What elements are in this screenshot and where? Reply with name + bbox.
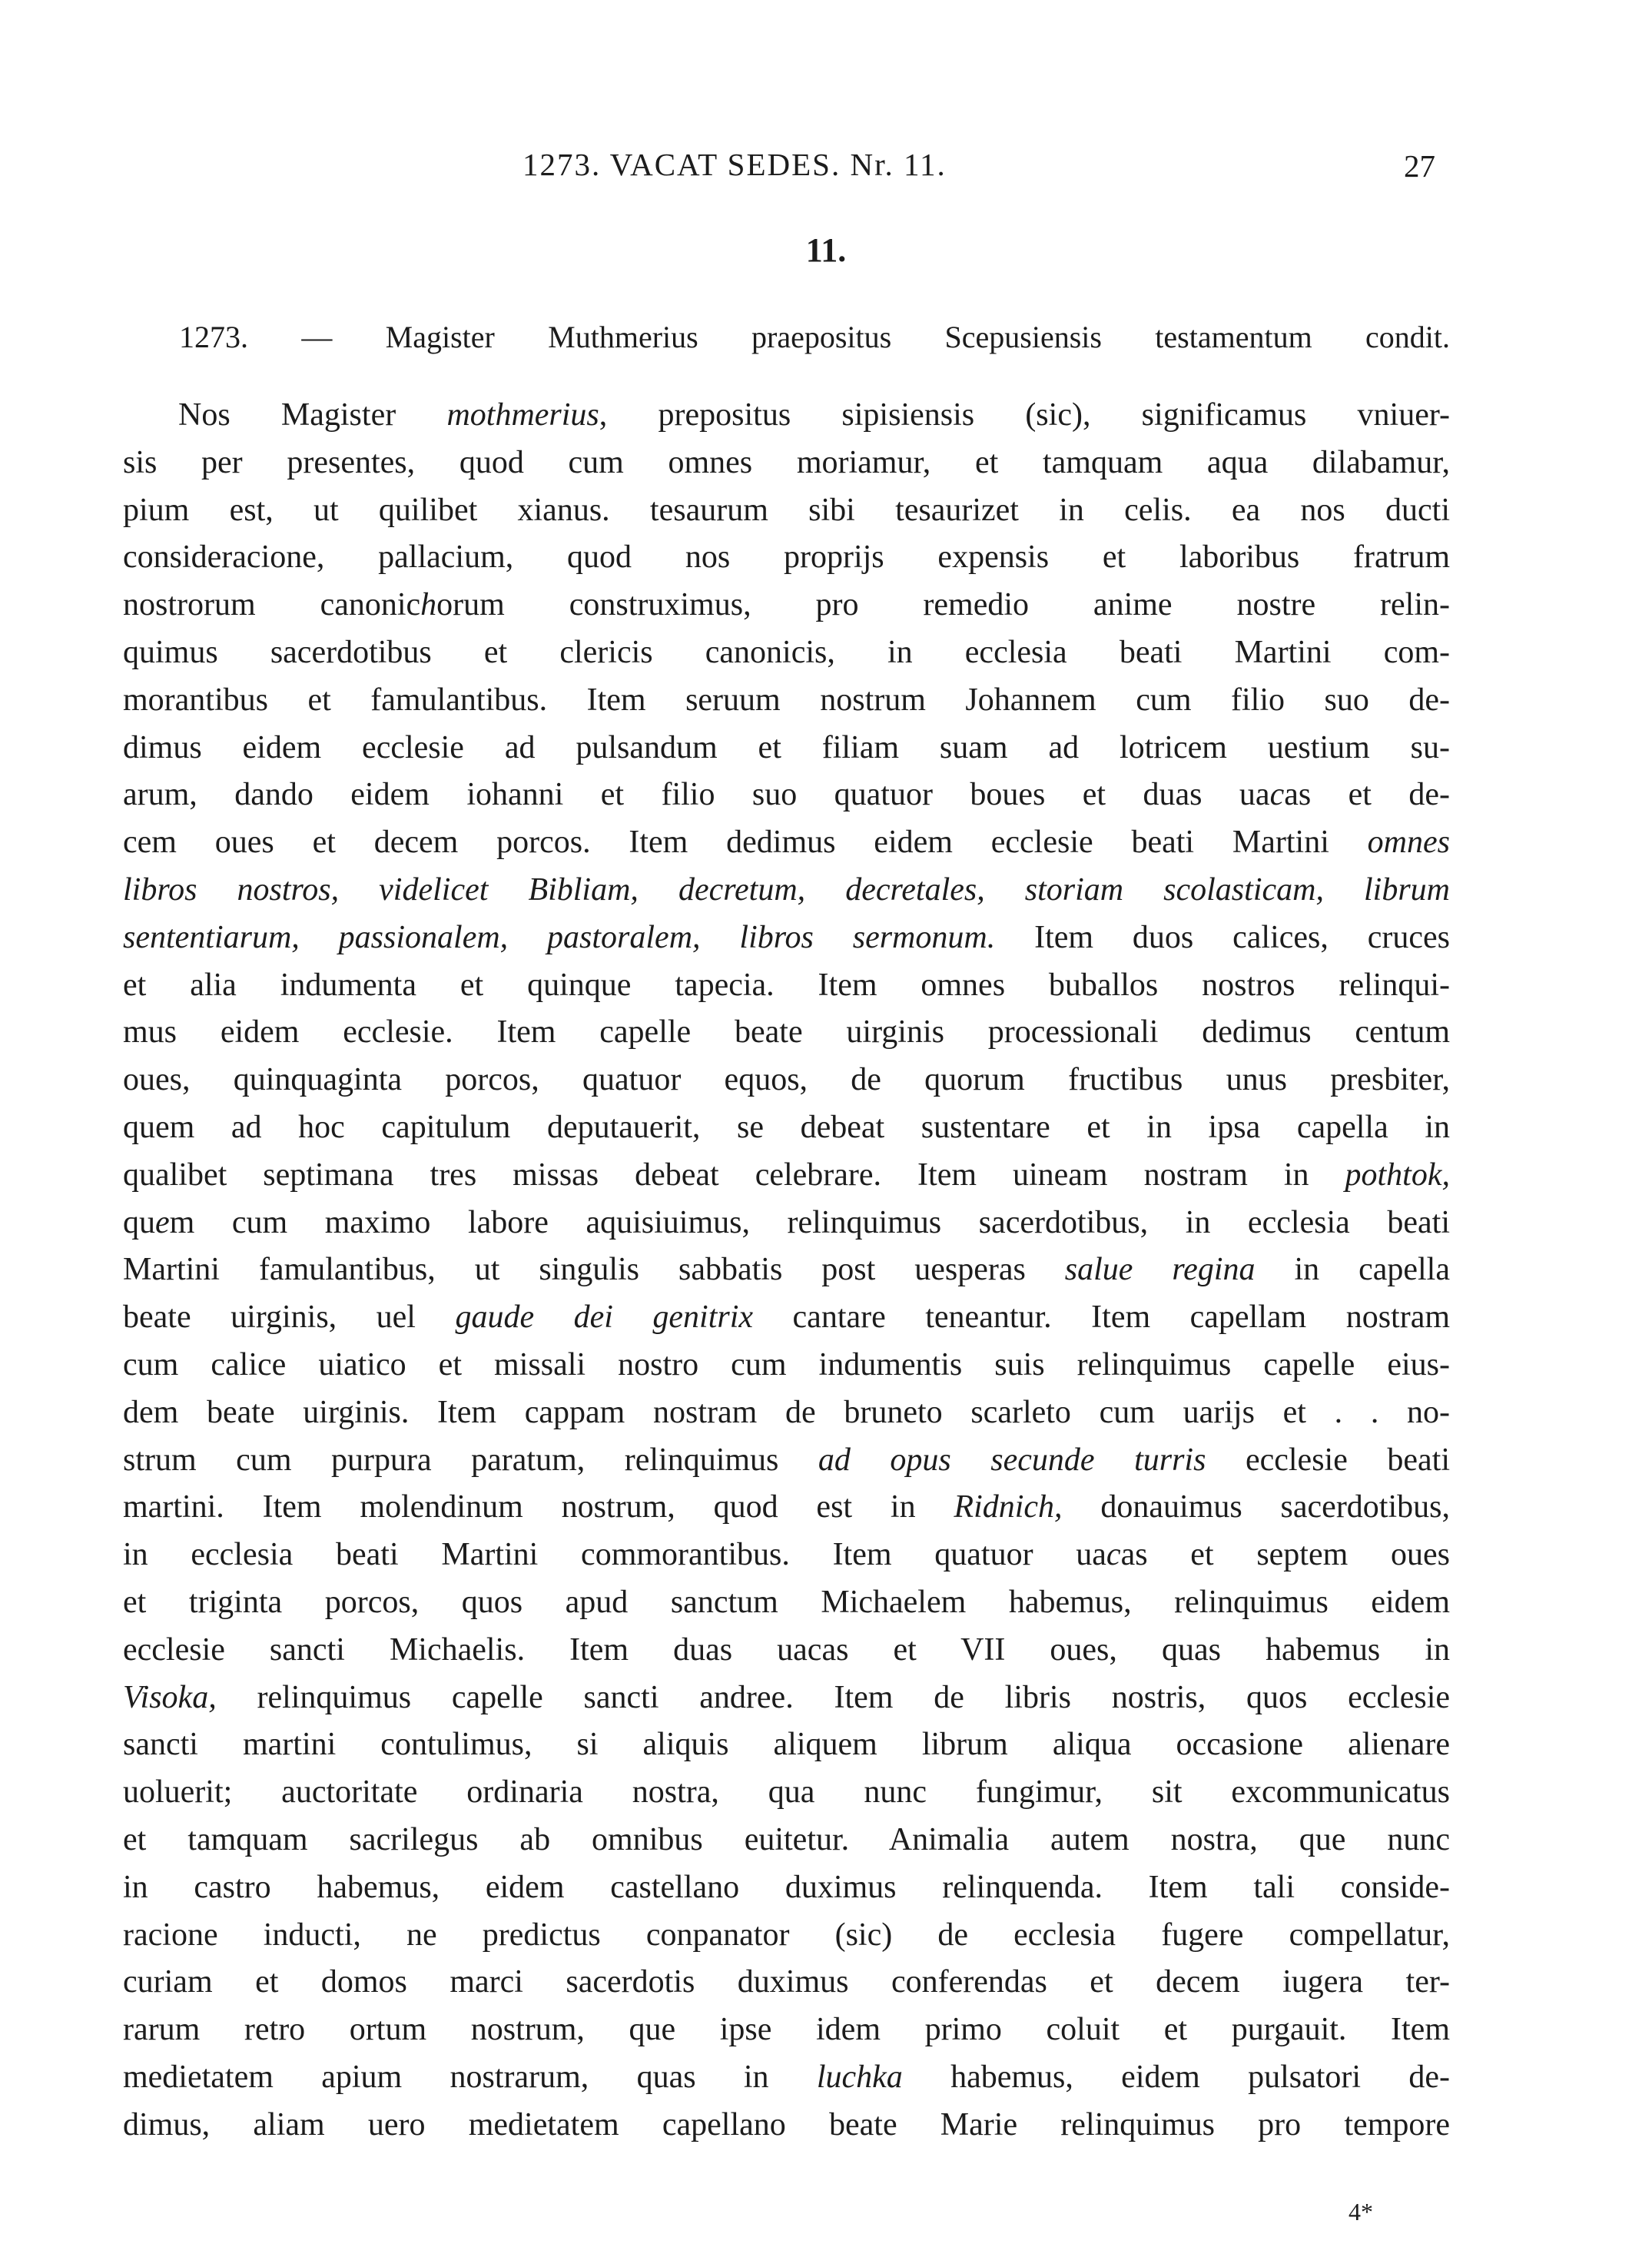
text-line: [123, 1389, 1450, 1437]
text-line: [123, 1294, 1450, 1342]
text-line: [123, 725, 1450, 772]
text-segment: dimus eidem ecclesie ad pulsandum et filiam suam ad lotricem uestium su-: [123, 729, 1450, 765]
text-segment: et triginta porcos, quos apud sanctum Michaelem habemus, relinquimus eidem: [123, 1584, 1450, 1620]
text-line: [123, 1057, 1450, 1104]
text-line: [123, 1342, 1450, 1389]
text-line: [123, 1152, 1450, 1200]
text-line: [123, 1437, 1450, 1485]
text-segment: strum cum purpura paratum, relinquimus: [123, 1442, 818, 1478]
text-segment: Martini famulantibus, ut singulis sabbatis post uesperas: [123, 1252, 1065, 1288]
text-segment: oues, quinquaginta porcos, quatuor equos, de quorum fructibus unus presbiter,: [123, 1062, 1450, 1098]
italic-segment: omnes: [1367, 825, 1450, 861]
text-segment: Nos Magister: [178, 397, 447, 433]
text-line: [123, 1246, 1450, 1294]
text-line: [123, 1959, 1450, 2006]
text-segment: et tamquam sacrilegus ab omnibus euitetur. Animalia autem nostra, que nunc: [123, 1821, 1450, 1857]
text-segment: quimus sacerdotibus et clericis canonicis, in ecclesia beati Martini com-: [123, 634, 1450, 670]
text-line: [123, 1912, 1450, 1960]
text-line: [123, 1532, 1450, 1579]
charter-text: [123, 392, 1450, 2149]
text-line: [123, 1675, 1450, 1722]
text-line: [123, 819, 1450, 867]
text-line: [123, 629, 1450, 677]
italic-segment: Ridnich,: [954, 1489, 1063, 1525]
text-line: [123, 1721, 1450, 1769]
italic-segment: gaude dei genitrix: [455, 1299, 754, 1336]
text-segment: cum calice uiatico et missali nostro cum indumentis suis relinquimus capelle eius-: [123, 1346, 1450, 1382]
text-segment: mus eidem ecclesie. Item capelle beate uirginis processionali dedimus centum: [123, 1014, 1450, 1051]
text-line: [123, 582, 1450, 629]
text-segment: dimus, aliam uero medietatem capellano beate Marie relinquimus pro tempore: [123, 2106, 1450, 2143]
text-segment: ecclesie sancti Michaelis. Item duas uacas et VII oues, quas habemus in: [123, 1631, 1450, 1668]
text-segment: quem ad hoc capitulum deputauerit, se debeat sustentare et in ipsa capella in: [123, 1109, 1450, 1145]
italic-segment: e: [155, 1204, 170, 1240]
text-segment: medietatem apium nostrarum, quas in: [123, 2059, 817, 2095]
text-line: [123, 867, 1450, 914]
text-line: [123, 1864, 1450, 1912]
text-segment: beate uirginis, uel: [123, 1299, 456, 1336]
text-line: [123, 1579, 1450, 1627]
text-line: [123, 534, 1450, 582]
text-line: [123, 487, 1450, 535]
text-segment: habemus, eidem pulsatori de-: [902, 2059, 1450, 2095]
text-segment: qualibet septimana tres missas debeat celebrare. Item uineam nostram in: [123, 1157, 1345, 1193]
text-segment: curiam et domos marci sacerdotis duximus conferendas et decem iugera ter-: [123, 1964, 1450, 2000]
text-line: [123, 1484, 1450, 1532]
text-line: [123, 2006, 1450, 2054]
text-segment: cantare teneantur. Item capellam nostram: [753, 1299, 1450, 1336]
italic-segment: Visoka,: [123, 1679, 217, 1715]
text-line: [123, 914, 1450, 962]
text-segment: consideracione, pallacium, quod nos proprijs expensis et laboribus fratrum: [123, 539, 1450, 576]
text-segment: dem beate uirginis. Item cappam nostram de bruneto scarleto cum uarijs et . . no-: [123, 1394, 1450, 1430]
text-segment: donauimus sacerdotibus,: [1062, 1489, 1450, 1525]
italic-segment: ad opus secunde turris: [818, 1442, 1206, 1478]
text-line: [123, 1769, 1450, 1817]
italic-segment: c: [1106, 1537, 1121, 1573]
italic-segment: libros nostros, videlicet Bibliam, decretum, decretales, storiam scolasticam, librum: [123, 871, 1450, 908]
text-segment: et alia indumenta et quinque tapecia. Item omnes buballos nostros relinqui-: [123, 967, 1450, 1003]
page-number: 27: [1404, 148, 1435, 184]
text-segment: uoluerit; auctoritate ordinaria nostra, qua nunc fungimur, sit excommunicatus: [123, 1774, 1450, 1811]
italic-segment: c: [1269, 777, 1285, 813]
text-segment: as et septem oues: [1120, 1537, 1450, 1573]
text-segment: as et de-: [1284, 777, 1450, 813]
text-segment: , prepositus sipisiensis (sic), significamus vniuer-: [599, 397, 1450, 433]
italic-segment: sententiarum, passionalem, pastoralem, libros sermonum.: [123, 919, 996, 955]
italic-segment: luchka: [816, 2059, 903, 2095]
text-line: [123, 2054, 1450, 2102]
text-segment: ecclesie beati: [1206, 1442, 1450, 1478]
text-segment: in capella: [1255, 1252, 1450, 1288]
text-segment: pium est, ut quilibet xianus. tesaurum sibi tesaurizet in celis. ea nos ducti: [123, 492, 1450, 528]
text-segment: racione inducti, ne predictus conpanator (sic) de ecclesia fugere compellatur,: [123, 1917, 1450, 1953]
text-segment: in castro habemus, eidem castellano duximus relinquenda. Item tali conside-: [123, 1869, 1450, 1905]
text-segment: cem oues et decem porcos. Item dedimus eidem ecclesie beati Martini: [123, 825, 1368, 861]
document-regest: 1273. — Magister Muthmerius praepositus Scepusiensis testamentum condit.: [179, 320, 1450, 354]
text-line: [123, 677, 1450, 725]
italic-segment: mothmerius: [446, 397, 599, 433]
text-segment: Item duos calices, cruces: [995, 919, 1450, 955]
document-number: 11.: [805, 231, 847, 269]
text-segment: qu: [123, 1204, 155, 1240]
text-line: [123, 1200, 1450, 1247]
text-line: [123, 2102, 1450, 2149]
text-line: [123, 1817, 1450, 1864]
text-segment: martini. Item molendinum nostrum, quod est in: [123, 1489, 954, 1525]
text-line: [123, 1627, 1450, 1675]
text-line: [123, 440, 1450, 487]
text-segment: morantibus et famulantibus. Item seruum nostrum Johannem cum filio suo de-: [123, 682, 1450, 718]
text-segment: in ecclesia beati Martini commorantibus. Item quatuor ua: [123, 1537, 1106, 1573]
signature-mark: 4*: [1348, 2198, 1373, 2226]
text-segment: nostrorum canonic: [123, 587, 421, 623]
italic-segment: h: [420, 587, 437, 623]
text-segment: m cum maximo labore aquisiuimus, relinquimus sacerdotibus, in ecclesia beati: [169, 1204, 1450, 1240]
text-segment: rarum retro ortum nostrum, que ipse idem primo coluit et purgauit. Item: [123, 2012, 1450, 2048]
italic-segment: salue regina: [1064, 1252, 1256, 1288]
text-line: [123, 1009, 1450, 1057]
running-head: 1273. VACAT SEDES. Nr. 11.: [522, 147, 947, 182]
text-line: [123, 392, 1450, 440]
text-segment: arum, dando eidem iohanni et filio suo quatuor boues et duas ua: [123, 777, 1270, 813]
text-segment: orum construximus, pro remedio anime nostre relin-: [436, 587, 1450, 623]
text-line: [123, 772, 1450, 819]
text-line: [123, 1104, 1450, 1152]
text-segment: relinquimus capelle sancti andree. Item de libris nostris, quos ecclesie: [216, 1679, 1450, 1715]
text-segment: sis per presentes, quod cum omnes moriamur, et tamquam aqua dilabamur,: [123, 444, 1450, 480]
text-segment: sancti martini contulimus, si aliquis aliquem librum aliqua occasione alienare: [123, 1727, 1450, 1763]
text-line: [123, 962, 1450, 1010]
italic-segment: pothtok,: [1345, 1157, 1450, 1193]
